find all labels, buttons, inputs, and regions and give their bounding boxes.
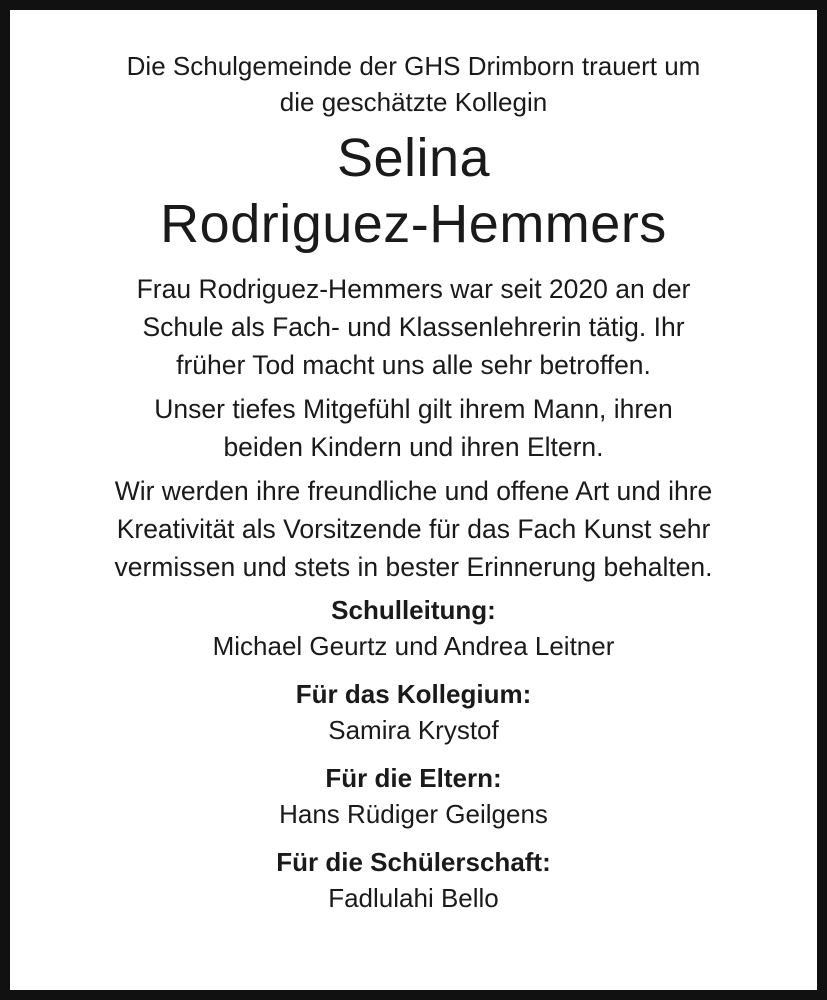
paragraph-line: Schule als Fach- und Klassenlehrerin tätig. Ihr	[142, 312, 685, 342]
signature-names: Michael Geurtz und Andrea Leitner	[212, 631, 615, 661]
first-name: Selina	[336, 128, 491, 188]
intro-text	[20, 48, 807, 120]
paragraph-tenure	[20, 270, 807, 384]
signature-title: Für die Schülerschaft:	[276, 847, 551, 877]
signature-school-management	[20, 592, 807, 664]
intro-line: die geschätzte Kollegin	[279, 87, 548, 117]
signature-title: Schulleitung:	[331, 595, 496, 625]
signature-parents	[20, 760, 807, 832]
paragraph-line: Kreativität als Vorsitzende für das Fach Kunst sehr	[116, 514, 711, 544]
signature-title: Für die Eltern:	[325, 763, 502, 793]
last-name: Rodriguez-Hemmers	[160, 194, 667, 254]
signature-title: Für das Kollegium:	[295, 679, 532, 709]
paragraph-line: Wir werden ihre freundliche und offene Art und ihre	[114, 476, 713, 506]
paragraph-line: vermissen und stets in bester Erinnerung behalten.	[114, 552, 713, 582]
signature-names: Fadlulahi Bello	[328, 883, 499, 913]
intro-line: Die Schulgemeinde der GHS Drimborn trauert um	[126, 51, 701, 81]
signature-names: Hans Rüdiger Geilgens	[279, 799, 548, 829]
deceased-name	[20, 126, 807, 256]
paragraph-line: Unser tiefes Mitgefühl gilt ihrem Mann, ihren	[154, 394, 673, 424]
signature-staff	[20, 676, 807, 748]
paragraph-line: beiden Kindern und ihren Eltern.	[223, 432, 604, 462]
signature-students	[20, 844, 807, 916]
paragraph-remembrance	[20, 472, 807, 586]
paragraph-condolence	[20, 390, 807, 466]
obituary-content	[20, 48, 807, 916]
paragraph-line: Frau Rodriguez-Hemmers war seit 2020 an der	[136, 274, 691, 304]
paragraph-line: früher Tod macht uns alle sehr betroffen.	[176, 350, 651, 380]
signature-names: Samira Krystof	[328, 715, 499, 745]
